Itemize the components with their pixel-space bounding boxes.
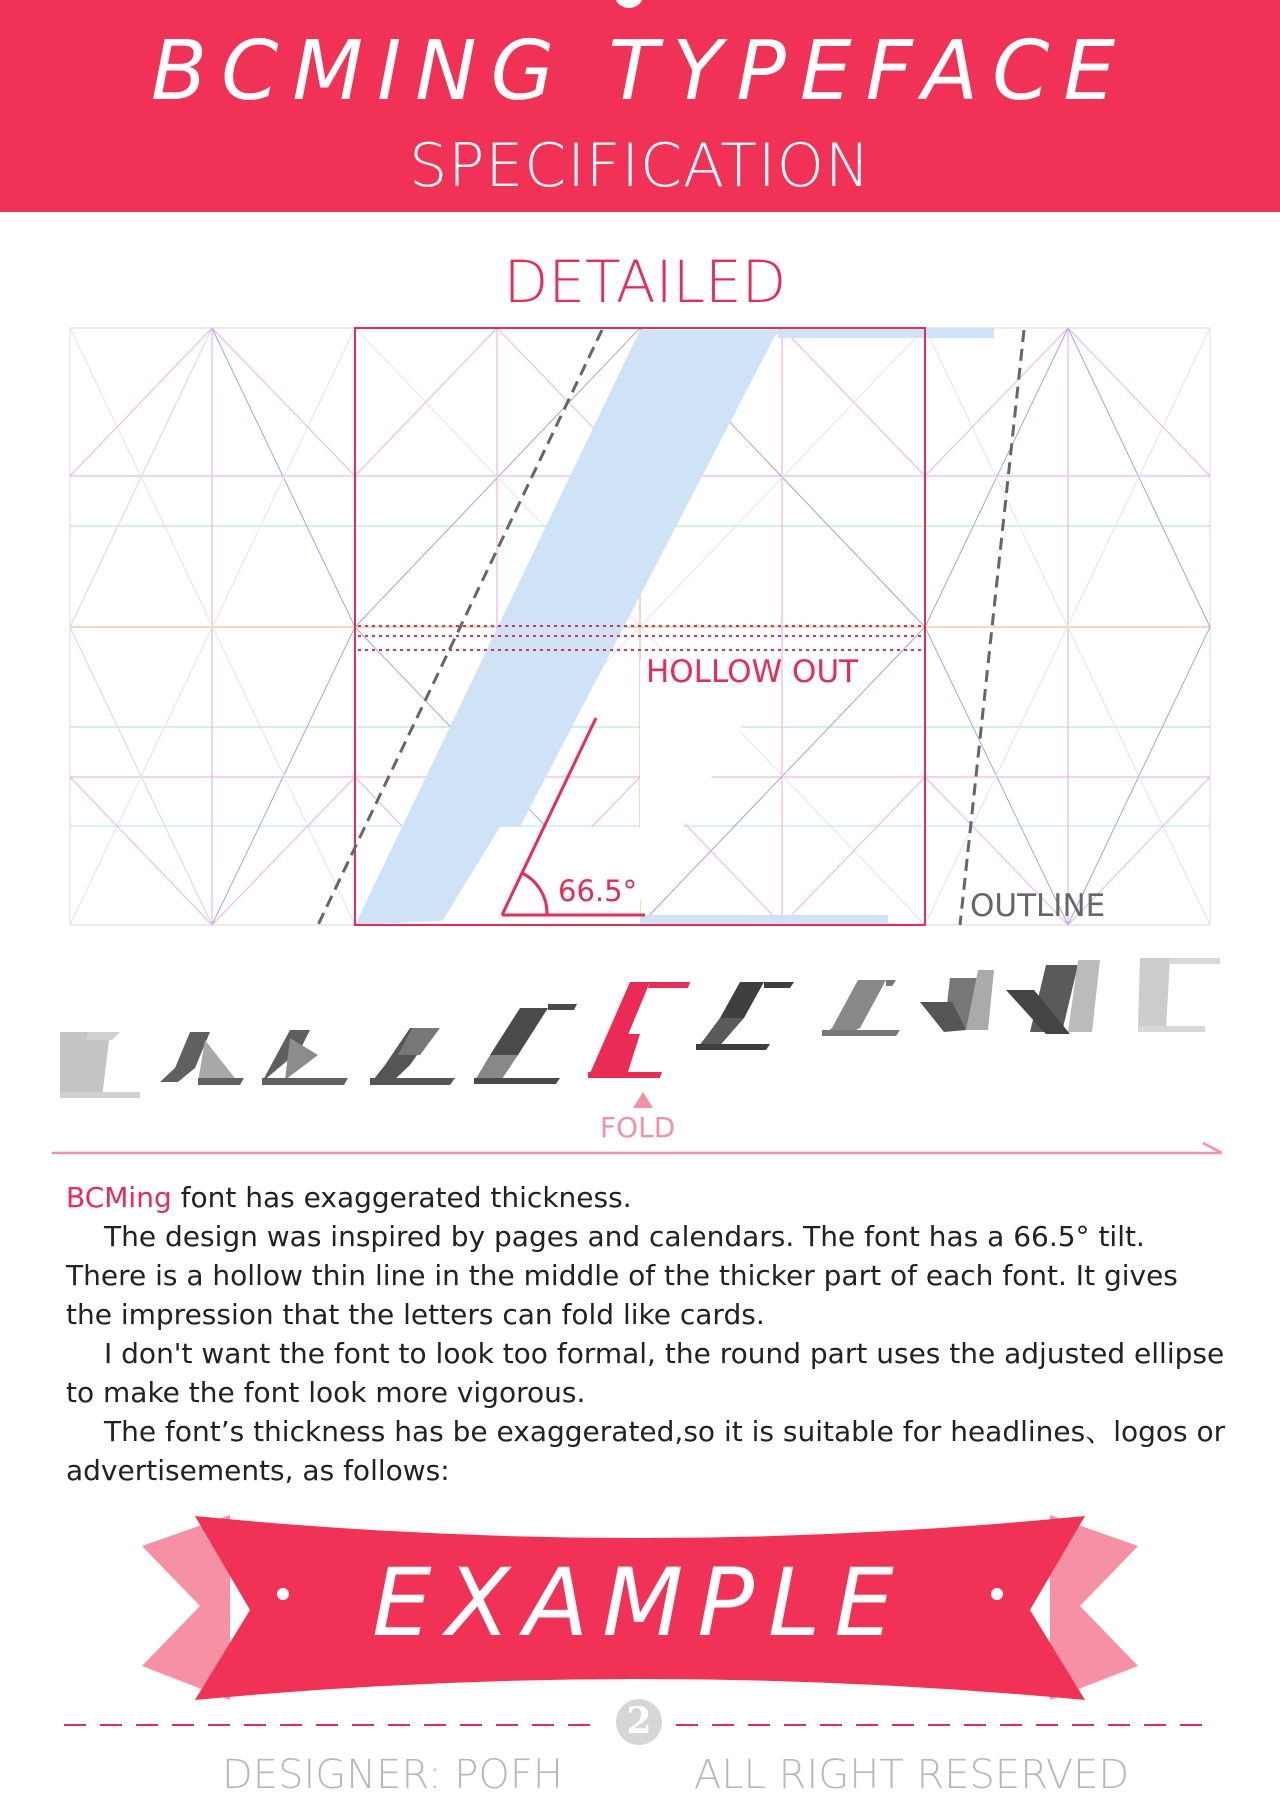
outline-label: OUTLINE [970, 888, 1106, 924]
page-title: BCMING TYPEFACE [150, 24, 1130, 119]
footer-designer: DESIGNER: POFH [222, 1752, 563, 1798]
fold-arrow-icon [633, 1092, 653, 1108]
description-para-3: I don't want the font to look too formal, the round part uses the adjusted ellipse to make the font look more vigorous. [66, 1337, 1225, 1409]
description-para-2: The design was inspired by pages and calendars. The font has a 66.5° tilt. There is a hollow thin line in the middle of the thicker part of each font. It gives the impression that the letters can fold like cards. [66, 1220, 1178, 1331]
description-text [66, 1178, 1226, 1490]
page-number: 2 [626, 1700, 652, 1742]
page-subtitle: SPECIFICATION [409, 131, 871, 201]
ribbon-dot-right [991, 1588, 1003, 1600]
brand-name: BCMing [66, 1181, 172, 1214]
example-label: EXAMPLE [372, 1549, 908, 1658]
footer-rights: ALL RIGHT RESERVED [694, 1752, 1130, 1798]
section-heading: DETAILED [503, 248, 787, 316]
hollow-out-label: HOLLOW OUT [646, 654, 859, 690]
angle-label: 66.5° [558, 874, 638, 908]
fold-label: FOLD [600, 1111, 676, 1144]
description-para-4: The font’s thickness has be exaggerated,so it is suitable for headlines、logos or advertisements, as follows: [66, 1415, 1226, 1487]
description-line-1: BCMing font has exaggerated thickness. [66, 1181, 632, 1214]
ribbon-dot-left [277, 1588, 289, 1600]
fold-sequence [60, 958, 1220, 1098]
